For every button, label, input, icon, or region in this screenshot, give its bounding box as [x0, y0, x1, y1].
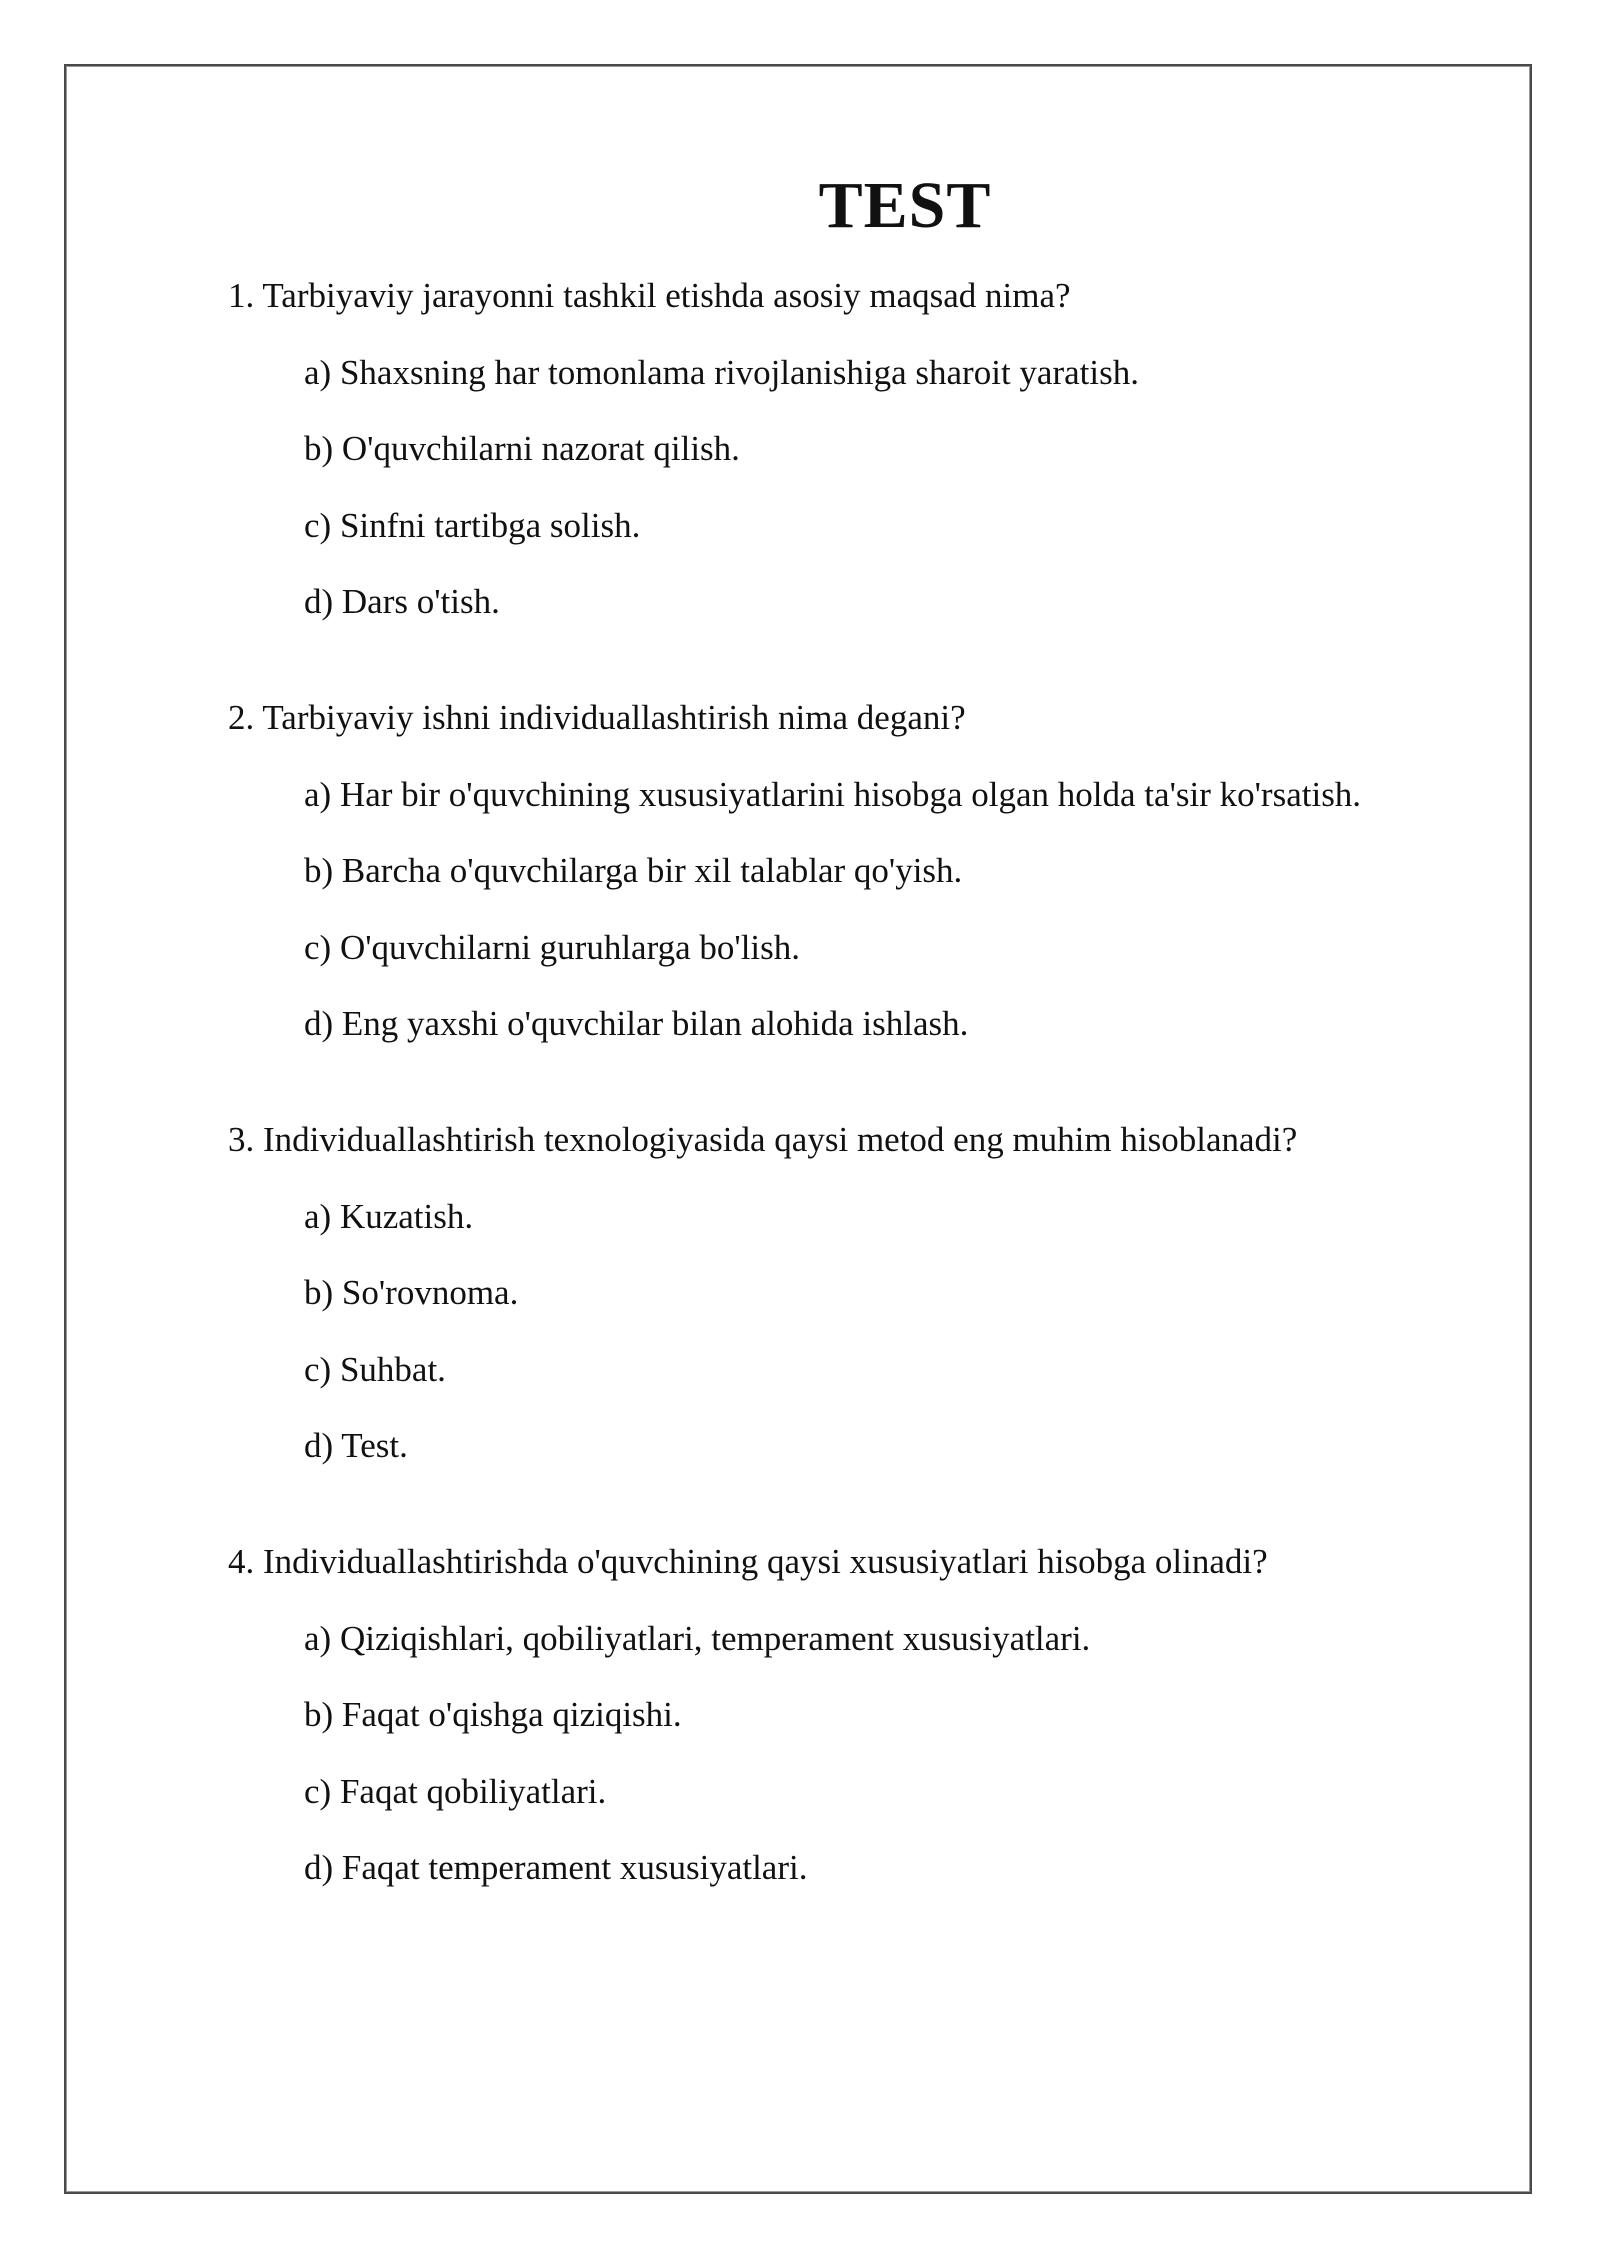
question-2 — [228, 698, 1488, 1044]
question-text: 4. Individuallashtirishda o'quvchining qaysi xususiyatlari hisobga olinadi? — [228, 1542, 1268, 1581]
option-d: d) Faqat temperament xususiyatlari. — [304, 1848, 808, 1887]
option-d: d) Eng yaxshi o'quvchilar bilan alohida ishlash. — [304, 1004, 969, 1043]
option-b: b) Barcha o'quvchilarga bir xil talablar qo'yish. — [304, 851, 963, 890]
option-b: b) So'rovnoma. — [304, 1273, 519, 1312]
question-text: 1. Tarbiyaviy jarayonni tashkil etishda asosiy maqsad nima? — [228, 276, 1071, 315]
option-d: d) Dars o'tish. — [304, 582, 500, 621]
option-c: c) Sinfni tartibga solish. — [304, 505, 641, 545]
page-title: TEST — [818, 169, 992, 242]
option-c: c) O'quvchilarni guruhlarga bo'lish. — [304, 927, 801, 967]
question-4 — [228, 1542, 1488, 1888]
option-d: d) Test. — [304, 1426, 408, 1465]
option-a: a) Qiziqishlari, qobiliyatlari, temperament xususiyatlari. — [304, 1618, 1091, 1658]
option-c: c) Faqat qobiliyatlari. — [304, 1771, 607, 1811]
question-text: 3. Individuallashtirish texnologiyasida qaysi metod eng muhim hisoblanadi? — [228, 1120, 1298, 1159]
question-text: 2. Tarbiyaviy ishni individuallashtirish nima degani? — [228, 698, 966, 737]
option-a: a) Kuzatish. — [304, 1196, 474, 1236]
question-1 — [228, 276, 1488, 622]
option-b: b) O'quvchilarni nazorat qilish. — [304, 429, 740, 468]
option-a: a) Har bir o'quvchining xususiyatlarini hisobga olgan holda ta'sir ko'rsatish. — [304, 774, 1362, 814]
question-3 — [228, 1120, 1488, 1466]
option-c: c) Suhbat. — [304, 1349, 446, 1389]
option-a: a) Shaxsning har tomonlama rivojlanishiga sharoit yaratish. — [304, 352, 1139, 392]
question-list — [228, 276, 1488, 1888]
option-b: b) Faqat o'qishga qiziqishi. — [304, 1695, 682, 1734]
